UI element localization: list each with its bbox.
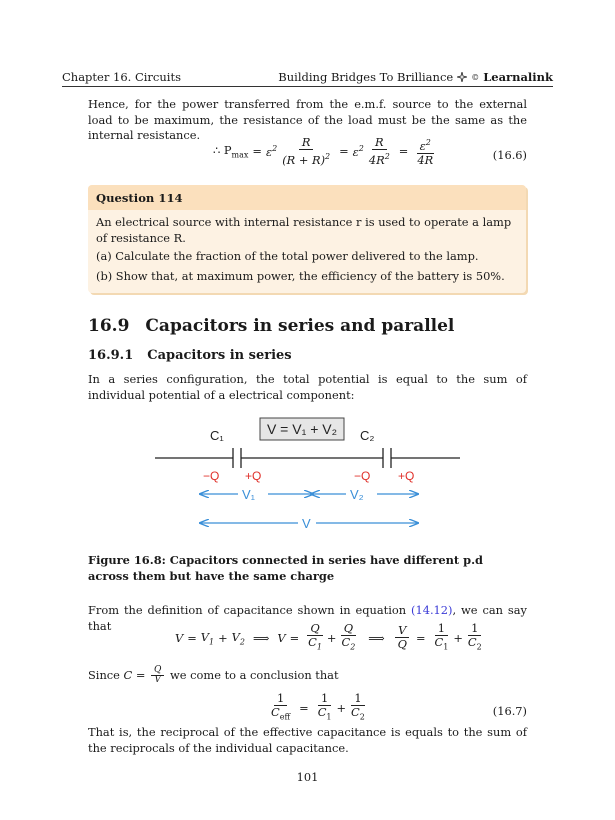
c1-label: C₁ bbox=[210, 428, 224, 443]
c2-label: C₂ bbox=[360, 428, 375, 443]
equation-number-16-7: (16.7) bbox=[492, 704, 527, 718]
c2-positive-charge: +Q bbox=[398, 469, 415, 483]
equation-number-16-6: (16.6) bbox=[492, 148, 527, 162]
c1-negative-charge: −Q bbox=[203, 469, 220, 483]
brand-name: Learnalink bbox=[483, 70, 553, 84]
question-body: An electrical source with internal resistance r is used to operate a lamp of resistance R. bbox=[96, 215, 512, 245]
definition-paragraph: From the definition of capacitance shown in equation (14.12), we can say that bbox=[88, 603, 527, 633]
since-paragraph: Since C = $\frac{Q}{V}$ we come to a conclusion that bbox=[88, 665, 339, 685]
question-part-b: (b) Show that, at maximum power, the efficiency of the battery is 50%. bbox=[96, 269, 505, 283]
question-title: Question 114 bbox=[96, 191, 183, 205]
figure-caption: Figure 16.8: Capacitors connected in series have different p.d across them but have the same charge bbox=[88, 553, 484, 583]
eq-lhs: ∴ $P_{max}$ bbox=[213, 143, 249, 160]
intro-paragraph: Hence, for the power transferred from the e.m.f. source to the external load to be maximum, the resistance of the load must be the same as the internal resistance. bbox=[88, 97, 527, 142]
question-box bbox=[88, 185, 526, 293]
question-part-a: (a) Calculate the fraction of the total power delivered to the lamp. bbox=[96, 249, 479, 263]
book-title: Building Bridges To Brilliance bbox=[278, 70, 454, 84]
copyright-mark: © bbox=[471, 72, 480, 82]
header-title-group bbox=[278, 70, 553, 84]
v2-label: V₂ bbox=[350, 487, 364, 502]
page-header bbox=[62, 68, 553, 84]
subsection-heading: 16.9.1 Capacitors in series bbox=[88, 348, 292, 363]
v-label: V bbox=[302, 516, 311, 531]
page-number: 101 bbox=[296, 770, 319, 784]
c2-negative-charge: −Q bbox=[354, 469, 371, 483]
series-voltage-equation: V = $V_1$ + $V_2$ ⟹ V = $\frac{Q}{C_1}$ + $\frac{Q}{C_2}$ ⟹ $\frac{V}{Q}$ = $\frac{1}{C_1}$ + $\frac{1}{C_2}$ bbox=[175, 621, 482, 652]
conclusion-paragraph: That is, the reciprocal of the effective capacitance is equals to the sum of the reciprocals of the individual capacitance. bbox=[88, 725, 527, 755]
series-paragraph: In a series configuration, the total potential is equal to the sum of individual potential of a electrical component: bbox=[88, 372, 527, 402]
c1-positive-charge: +Q bbox=[245, 469, 262, 483]
equation-16-6: ∴ $P_{max}$ = $\varepsilon^2$ $\frac{R}{(R + R)^2}$ = $\varepsilon^2$ $\frac{R}{4R^2}$ = $\frac{\varepsilon^2}{4R}$ bbox=[213, 135, 434, 167]
series-capacitor-diagram bbox=[150, 412, 470, 537]
v1-label: V₁ bbox=[242, 487, 256, 502]
section-heading: 16.9 Capacitors in series and parallel bbox=[88, 316, 455, 336]
header-rule bbox=[62, 86, 553, 87]
equation-16-7: $\frac{1}{C_{eff}}$ = $\frac{1}{C_1}$ + $\frac{1}{C_2}$ bbox=[271, 691, 365, 722]
voltage-sum-label: V = V₁ + V₂ bbox=[266, 421, 338, 437]
chapter-label: Chapter 16. Circuits bbox=[62, 70, 181, 84]
equation-reference-link[interactable]: (14.12) bbox=[411, 603, 453, 617]
sparkle-icon bbox=[457, 72, 467, 82]
